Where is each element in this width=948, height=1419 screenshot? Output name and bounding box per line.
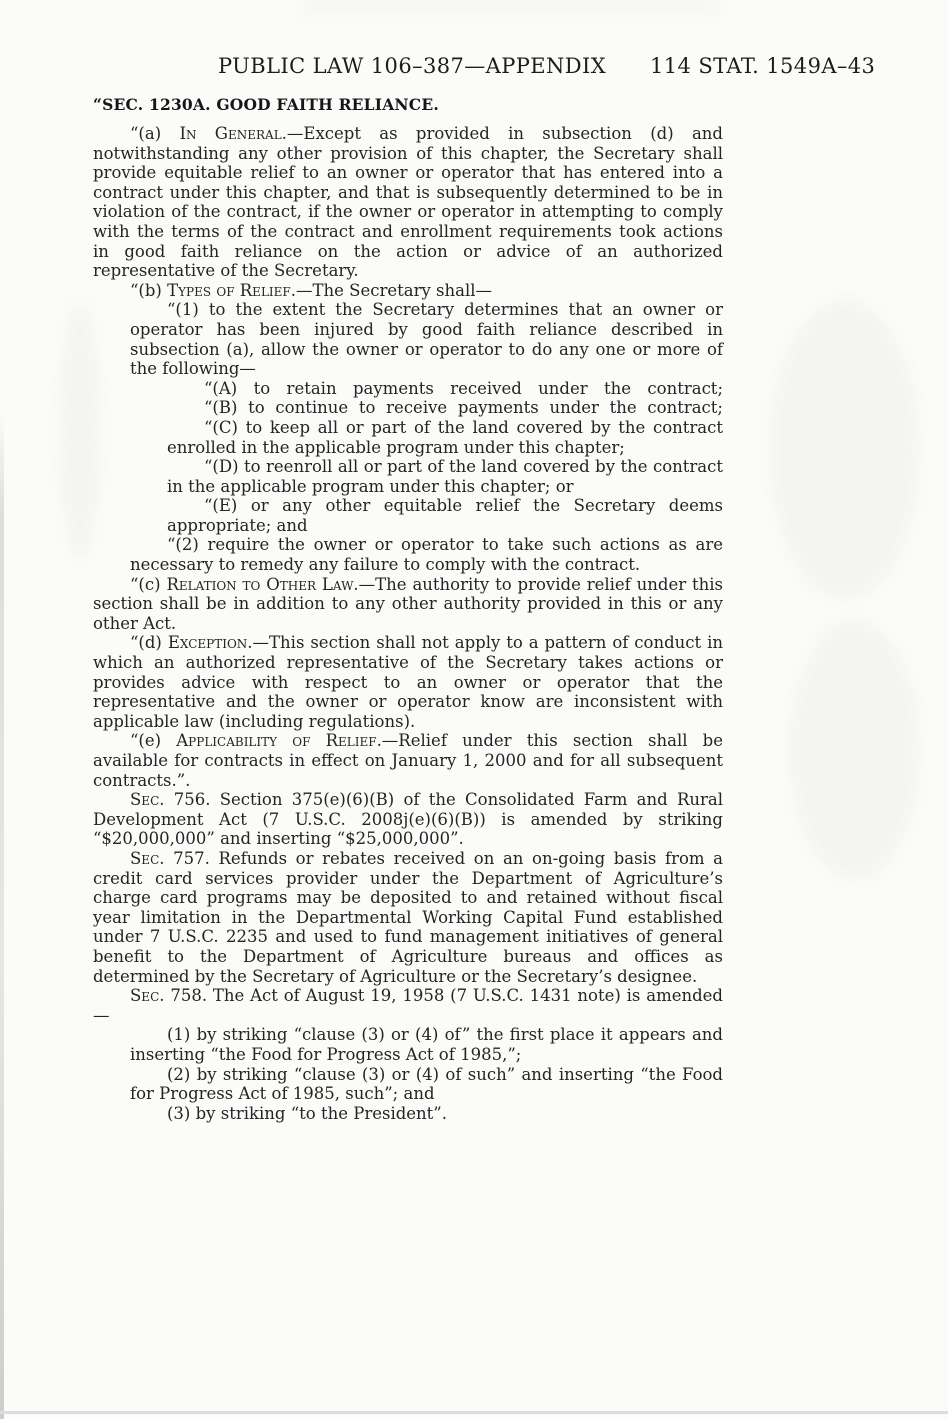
- smallcaps-label: Sec.: [130, 986, 165, 1006]
- paragraph: [93, 575, 723, 634]
- text-run: “(2) require the owner or operator to take such actions as are necessary to remedy any failure to comply with the contract.: [130, 535, 723, 575]
- scan-smudge: [300, 2, 720, 12]
- document-body: [93, 124, 723, 1123]
- text-run: .—The authority to provide relief under this section shall be in addition to any other authority provided in this or any other Act.: [93, 574, 724, 633]
- text-run: “(b): [130, 280, 168, 300]
- paragraph: [93, 633, 723, 731]
- paragraph: [167, 418, 723, 457]
- paragraph: [93, 849, 723, 986]
- scan-smudge: [60, 300, 100, 560]
- scan-artifact-bottom-edge: [0, 1411, 948, 1414]
- text-run: (1) by striking “clause (3) or (4) of” the first place it appears and inserting “the Food for Progress Act of 1985,”;: [130, 1025, 723, 1064]
- text-run: “(D) to reenroll all or part of the land covered by the contract in the applicable program under this chapter; or: [167, 457, 723, 496]
- smallcaps-label: Sec.: [130, 790, 165, 810]
- text-run: .—The Secretary shall—: [290, 280, 493, 300]
- paragraph: [93, 986, 723, 1025]
- paragraph: [167, 496, 723, 535]
- scan-smudge: [770, 300, 920, 600]
- text-run: “(B) to continue to receive payments under the contract;: [204, 398, 723, 418]
- text-run: “(C) to keep all or part of the land covered by the contract enrolled in the applicable program under this chapter;: [167, 417, 723, 457]
- text-run: “(E) or any other equitable relief the Secretary deems appropriate; and: [167, 496, 723, 535]
- scan-smudge: [790, 620, 920, 880]
- paragraph: [93, 124, 723, 281]
- text-run: 758. The Act of August 19, 1958 (7 U.S.C. 1431 note) is amended—: [93, 986, 723, 1025]
- text-run: “(c): [130, 574, 167, 594]
- text-run: .—Relief under this section shall be available for contracts in effect on January 1, 2000 and for all subsequent contracts.”.: [93, 731, 723, 790]
- scan-artifact-left-edge: [0, 415, 4, 1419]
- text-run: (2) by striking “clause (3) or (4) of such” and inserting “the Food for Progress Act of 1985, such”; and: [130, 1064, 723, 1104]
- text-run: .—This section shall not apply to a pattern of conduct in which an authorized representative of the Secretary takes actions or provides advice with respect to an owner or operator that the representative and the owner or operator know are inconsistent with applicable law (including regulations).: [93, 633, 723, 731]
- smallcaps-label: Types of Relief: [167, 280, 291, 300]
- paragraph: [130, 300, 723, 378]
- text-run: 757. Refunds or rebates received on an on-going basis from a credit card services provider under the Department of Agriculture’s charge card programs may be deposited to and retained without fiscal year limitation in the Departmental Working Capital Fund established under 7 U.S.C. 2235 and used to fund management initiatives of general benefit to the Department of Agriculture bureaus and offices as determined by the Secretary of Agriculture or the Secretary’s designee.: [93, 848, 723, 986]
- text-run: .—Except as provided in subsection (d) and notwithstanding any other provision of this chapter, the Secretary shall provide equitable relief to an owner or operator that has entered into a contract under this chapter, and that is subsequently determined to be in violation of the contract, if the owner or operator in attempting to comply with the terms of the contract and enrollment requirements took actions in good faith reliance on the action or advice of an authorized representative of the Secretary.: [93, 124, 723, 281]
- smallcaps-label: Exception: [167, 633, 248, 653]
- paragraph: [167, 398, 723, 418]
- smallcaps-label: Relation to Other Law: [166, 574, 354, 594]
- text-run: “(d): [130, 633, 168, 653]
- smallcaps-label: Applicability of Relief: [176, 731, 377, 751]
- paragraph: [130, 1065, 723, 1104]
- paragraph: [130, 1025, 723, 1064]
- paragraph: [130, 1104, 723, 1124]
- text-run: “(a): [130, 124, 180, 143]
- paragraph: [93, 281, 723, 301]
- paragraph: [167, 457, 723, 496]
- paragraph: [93, 790, 723, 849]
- text-run: 756. Section 375(e)(6)(B) of the Consolidated Farm and Rural Development Act (7 U.S.C. 2008j(e)(6)(B)) is amended by striking “$20,000,000” and inserting “$25,000,000”.: [93, 790, 723, 849]
- smallcaps-label: Sec.: [130, 848, 165, 868]
- text-run: “(e): [130, 731, 177, 751]
- paragraph: [93, 731, 723, 790]
- text-run: “(1) to the extent the Secretary determines that an owner or operator has been injured by good faith reliance described in subsection (a), allow the owner or operator to do any one or more of the following—: [130, 300, 723, 379]
- paragraph: [130, 535, 723, 574]
- smallcaps-label: In General: [179, 124, 282, 143]
- stat-citation: 114 STAT. 1549A–43: [650, 54, 876, 78]
- paragraph: [167, 379, 723, 399]
- text-run: (3) by striking “to the President”.: [167, 1103, 447, 1123]
- law-title: PUBLIC LAW 106–387—APPENDIX: [218, 54, 607, 78]
- section-heading: “SEC. 1230A. GOOD FAITH RELIANCE.: [93, 95, 439, 114]
- text-run: “(A) to retain payments received under the contract;: [204, 378, 723, 398]
